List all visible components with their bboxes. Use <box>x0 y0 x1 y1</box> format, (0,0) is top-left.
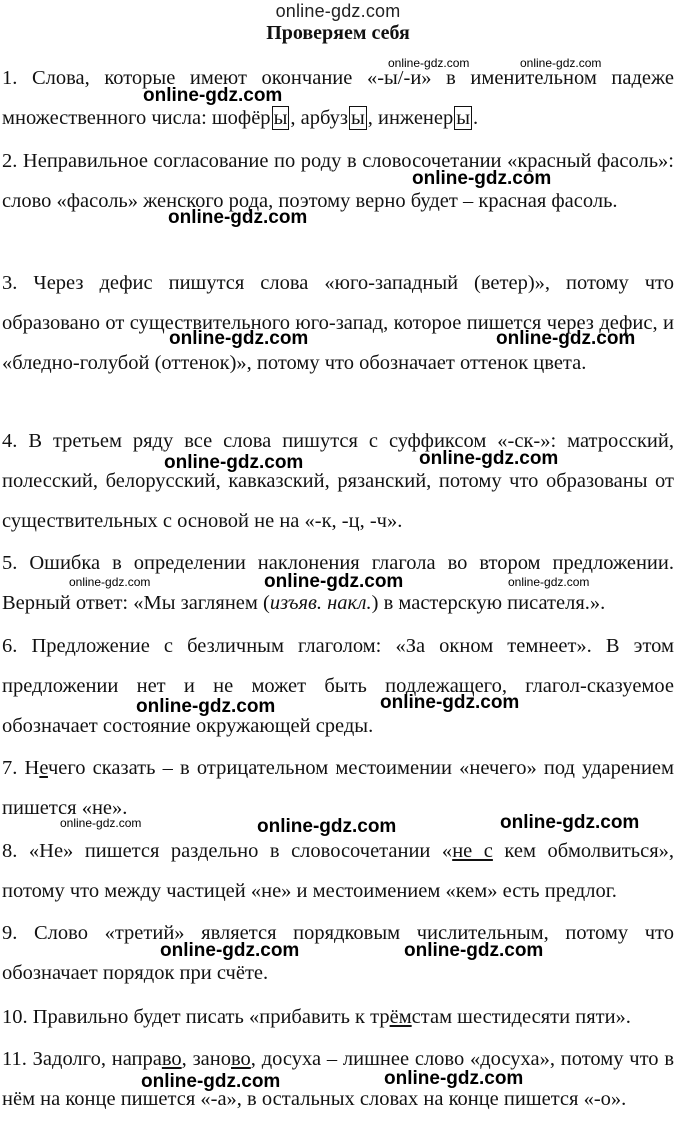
answer-item-8: 8. «Не» пишется раздельно в словосочетании «не с кем обмолвиться», потому что между частицей «не» и местоимением «кем» есть предлог. <box>2 840 674 902</box>
watermark: online-gdz.com <box>168 207 308 228</box>
watermark: online-gdz.com <box>136 696 276 717</box>
watermark: online-gdz.com <box>160 940 300 961</box>
answer-item-5: 5. Ошибка в определении наклонения глагола во втором предложении. Верный ответ: «Мы заглянем (изъяв. накл.) в мастерскую писателя.». <box>2 552 674 614</box>
watermark: online-gdz.com <box>384 1068 524 1089</box>
watermark: online-gdz.com <box>388 56 470 70</box>
answer-item-7: 7. Нечего сказать – в отрицательном местоимении «нечего» под ударением пишется «не». <box>2 757 674 819</box>
answer-item-4: 4. В третьем ряду все слова пишутся с суффиксом «-ск-»: матросский, полесский, белорусский, кавказский, рязанский, потому что образованы от существительных с основой не на «-к, -ц, -ч». <box>2 430 674 532</box>
answer-item-6: 6. Предложение с безличным глаголом: «За окном темнеет». В этом предложении нет и не может быть подлежащего, глагол-сказуемое обозначает состояние окружающей среды. <box>2 635 674 737</box>
answer-item-3: 3. Через дефис пишутся слова «юго-западный (ветер)», потому что образовано от существительного юго-запад, которое пишется через дефис, и «бледно-голубой (оттенок)», потому что обозначает оттенок цвета. <box>2 272 674 374</box>
watermark: online-gdz.com <box>520 56 602 70</box>
ending-box: ы <box>350 107 365 129</box>
watermark: online-gdz.com <box>169 328 309 349</box>
watermark: online-gdz.com <box>412 168 552 189</box>
watermark: online-gdz.com <box>141 1071 281 1092</box>
watermark: online-gdz.com <box>380 692 520 713</box>
watermark: online-gdz.com <box>404 940 544 961</box>
answer-item-10: 10. Правильно будет писать «прибавить к трёмстам шестидесяти пяти». <box>2 1006 631 1028</box>
watermark: online-gdz.com <box>264 571 404 592</box>
watermark: online-gdz.com <box>419 448 559 469</box>
mood-note: изъяв. накл. <box>269 592 372 614</box>
answer-item-2: 2. Неправильное согласование по роду в словосочетании «красный фасоль»: слово «фасоль» женского рода, поэтому верно будет – красная фасоль. <box>2 150 674 212</box>
answer-item-1: 1. Слова, которые имеют окончание «-ы/-и» в именительном падеже множественного числа: шофёр ы , арбуз ы , инженер ы . <box>2 67 674 129</box>
watermark: online-gdz.com <box>69 575 151 589</box>
ending-box: ы <box>273 107 288 129</box>
page-title: Проверяем себя <box>266 22 410 44</box>
watermark: online-gdz.com <box>496 328 636 349</box>
watermark: online-gdz.com <box>500 812 640 833</box>
watermark: online-gdz.com <box>143 85 283 106</box>
ending-box: ы <box>456 107 471 129</box>
watermark: online-gdz.com <box>257 816 397 837</box>
watermark: online-gdz.com <box>164 452 304 473</box>
watermark: online-gdz.com <box>60 816 142 830</box>
answer-item-11: 11. Задолго, направо, заново, досуха – лишнее слово «досуха», потому что в нём на конце пишется «-а», в остальных словах на конце пишется «-о». <box>2 1048 675 1110</box>
watermark: online-gdz.com <box>508 575 590 589</box>
site-header: online-gdz.com <box>275 1 401 21</box>
answer-item-9: 9. Слово «третий» является порядковым числительным, потому что обозначает порядок при счёте. <box>2 922 674 984</box>
